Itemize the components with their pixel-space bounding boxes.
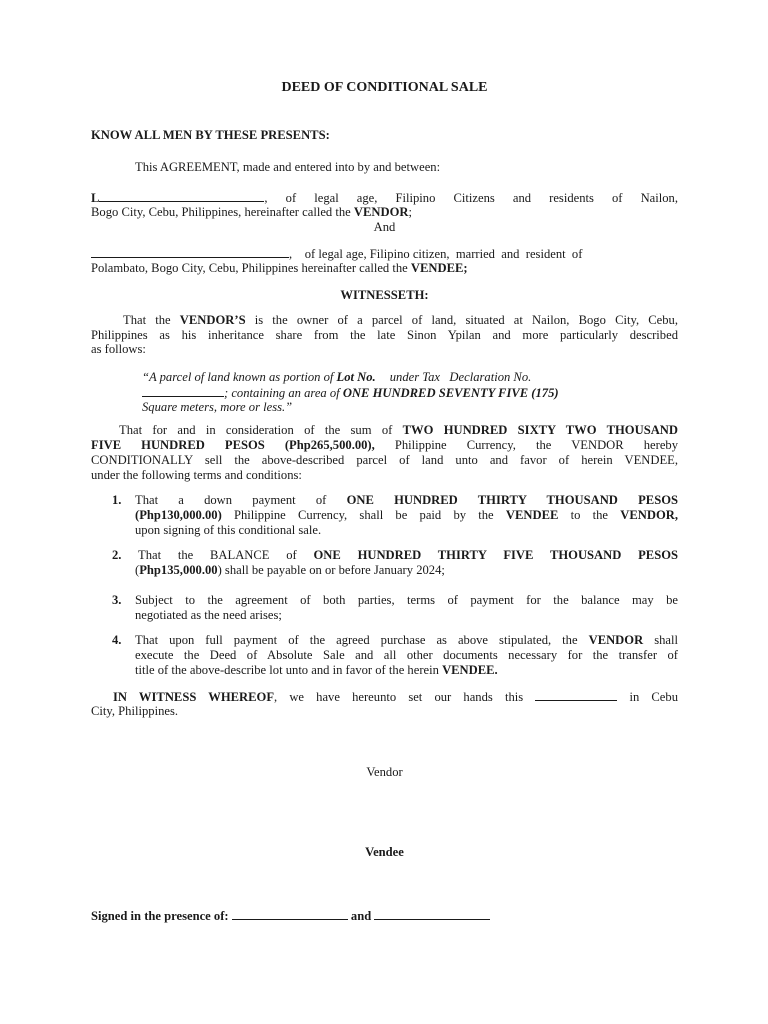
term-4-text-a: That upon full payment of the agreed purchase as above stipulated, the — [135, 633, 578, 647]
term-1-line-2 — [135, 508, 678, 523]
vendee-party-text-2: Polambato, Bogo City, Cebu, Philippines hereinafter called the — [91, 261, 408, 275]
witness-line-2: City, Philippines. — [91, 704, 178, 718]
description-text-a: “A parcel of land known as portion of — [142, 370, 334, 384]
term-2-amount: Php135,000.00 — [139, 563, 218, 577]
tax-declaration-blank — [142, 385, 224, 397]
term-2-number: 2. — [112, 548, 122, 562]
consideration-text-a: That for and in consideration of the sum of — [119, 423, 393, 437]
consideration-line-3: CONDITIONALLY sell the above-described parcel of land unto and favor of herein VENDEE, — [91, 453, 678, 467]
description-lot-no: Lot No. — [336, 370, 376, 384]
witness-text-c: in Cebu — [629, 690, 678, 704]
witness-text-b: , we have hereunto set our hands this — [274, 690, 524, 704]
consideration-text-b: Philippine Currency, the VENDOR hereby — [394, 438, 678, 452]
recital-text-a: That the — [123, 313, 171, 327]
description-line-3: Square meters, more or less.” — [142, 400, 293, 414]
presence-label: Signed in the presence of: — [91, 909, 229, 923]
term-4-vendee: VENDEE. — [442, 663, 498, 677]
term-1-text-b: Philippine Currency, shall be paid by the — [234, 508, 494, 522]
recital-text-c: is the owner of a parcel of land, situated at Nailon, Bogo City, Cebu, — [254, 313, 678, 327]
consideration-amount-words: TWO HUNDRED SIXTY TWO THOUSAND — [402, 423, 678, 437]
vendor-party-line-2 — [91, 205, 678, 220]
presence-and: and — [350, 909, 372, 923]
term-1-vendee: VENDEE — [505, 508, 559, 522]
term-4-line-1 — [135, 633, 678, 648]
vendor-party-line-1 — [91, 190, 678, 206]
vendor-role: VENDOR — [353, 205, 409, 219]
term-1-amount: (Php130,000.00) — [135, 508, 222, 522]
description-line-1 — [142, 370, 622, 385]
description-text-c: under Tax Declaration No. — [389, 370, 532, 384]
term-2-text-c: ) shall be payable on or before January 2024; — [217, 563, 445, 577]
vendee-role: VENDEE; — [410, 261, 468, 275]
term-4-text-c: shall — [654, 633, 678, 647]
description-text-d: ; containing an area of — [224, 386, 340, 400]
term-2-line-2 — [135, 563, 678, 578]
witnesseth-heading: WITNESSETH: — [340, 288, 429, 302]
vendor-signature-label: Vendor — [366, 765, 403, 779]
vendee-party-line-2 — [91, 261, 678, 276]
witness-1-blank — [232, 908, 348, 920]
term-1-vendor: VENDOR, — [620, 508, 678, 522]
term-3-line-1: Subject to the agreement of both parties, terms of payment for the balance may be — [135, 593, 678, 607]
vendee-signature-label: Vendee — [365, 845, 404, 859]
term-4-number: 4. — [112, 633, 122, 647]
recital-line-1 — [123, 313, 678, 328]
term-3-number: 3. — [112, 593, 122, 607]
vendor-party-text-2: Bogo City, Cebu, Philippines, hereinafter called the — [91, 205, 351, 219]
vendor-semicolon: ; — [408, 205, 412, 219]
term-2-paren-open: ( — [135, 563, 140, 577]
vendee-party-line-1 — [91, 246, 678, 262]
witness-date-blank — [535, 689, 617, 701]
description-line-2 — [142, 385, 632, 401]
consideration-line-4: under the following terms and conditions: — [91, 468, 302, 482]
term-1-number: 1. — [112, 493, 122, 507]
document-title: DEED OF CONDITIONAL SALE — [281, 80, 488, 95]
vendor-party-text: , of legal age, Filipino Citizens and residents of Nailon, — [264, 191, 678, 205]
term-3-line-2: negotiated as the need arises; — [135, 608, 282, 622]
intro-text: This AGREEMENT, made and entered into by and between: — [135, 160, 441, 174]
term-1-line-1 — [135, 493, 678, 508]
term-1-text-a: That a down payment of — [135, 493, 327, 507]
term-4-line-3 — [135, 663, 678, 678]
vendor-name-blank — [99, 190, 264, 202]
term-1-text-d: to the — [570, 508, 609, 522]
consideration-line-1 — [119, 423, 678, 438]
term-4-line-2: execute the Deed of Absolute Sale and all other documents necessary for the transfer of — [135, 648, 678, 662]
and-separator: And — [373, 220, 396, 234]
description-area: ONE HUNDRED SEVENTY FIVE (175) — [342, 386, 559, 400]
term-1-amount-words: ONE HUNDRED THIRTY THOUSAND PESOS — [346, 493, 678, 507]
consideration-amount: FIVE HUNDRED PESOS (Php265,500.00), — [91, 438, 375, 452]
term-2-text-a: That the BALANCE of — [138, 548, 297, 562]
term-4-text-e: title of the above-describe lot unto and in favor of the herein — [135, 663, 439, 677]
recital-line-3: as follows: — [91, 342, 146, 356]
vendee-party-text: , of legal age, Filipino citizen, married and resident of — [289, 247, 583, 261]
vendee-name-blank — [91, 246, 289, 258]
witness-2-blank — [374, 908, 490, 920]
know-all-heading: KNOW ALL MEN BY THESE PRESENTS: — [91, 128, 330, 142]
term-4-vendor: VENDOR — [588, 633, 644, 647]
signed-presence-line — [91, 908, 678, 924]
recital-vendor: VENDOR’S — [179, 313, 246, 327]
vendor-initial: L — [91, 191, 100, 205]
term-1-line-3: upon signing of this conditional sale. — [135, 523, 322, 537]
term-2-amount-words: ONE HUNDRED THIRTY FIVE THOUSAND PESOS — [313, 548, 678, 562]
witness-line-1 — [113, 689, 678, 705]
term-2-line-1 — [138, 548, 678, 563]
consideration-line-2 — [91, 438, 678, 453]
recital-line-2: Philippines as his inheritance share from the late Sinon Ypilan and more particularly described — [91, 328, 678, 342]
witness-heading: IN WITNESS WHEREOF — [113, 690, 275, 704]
